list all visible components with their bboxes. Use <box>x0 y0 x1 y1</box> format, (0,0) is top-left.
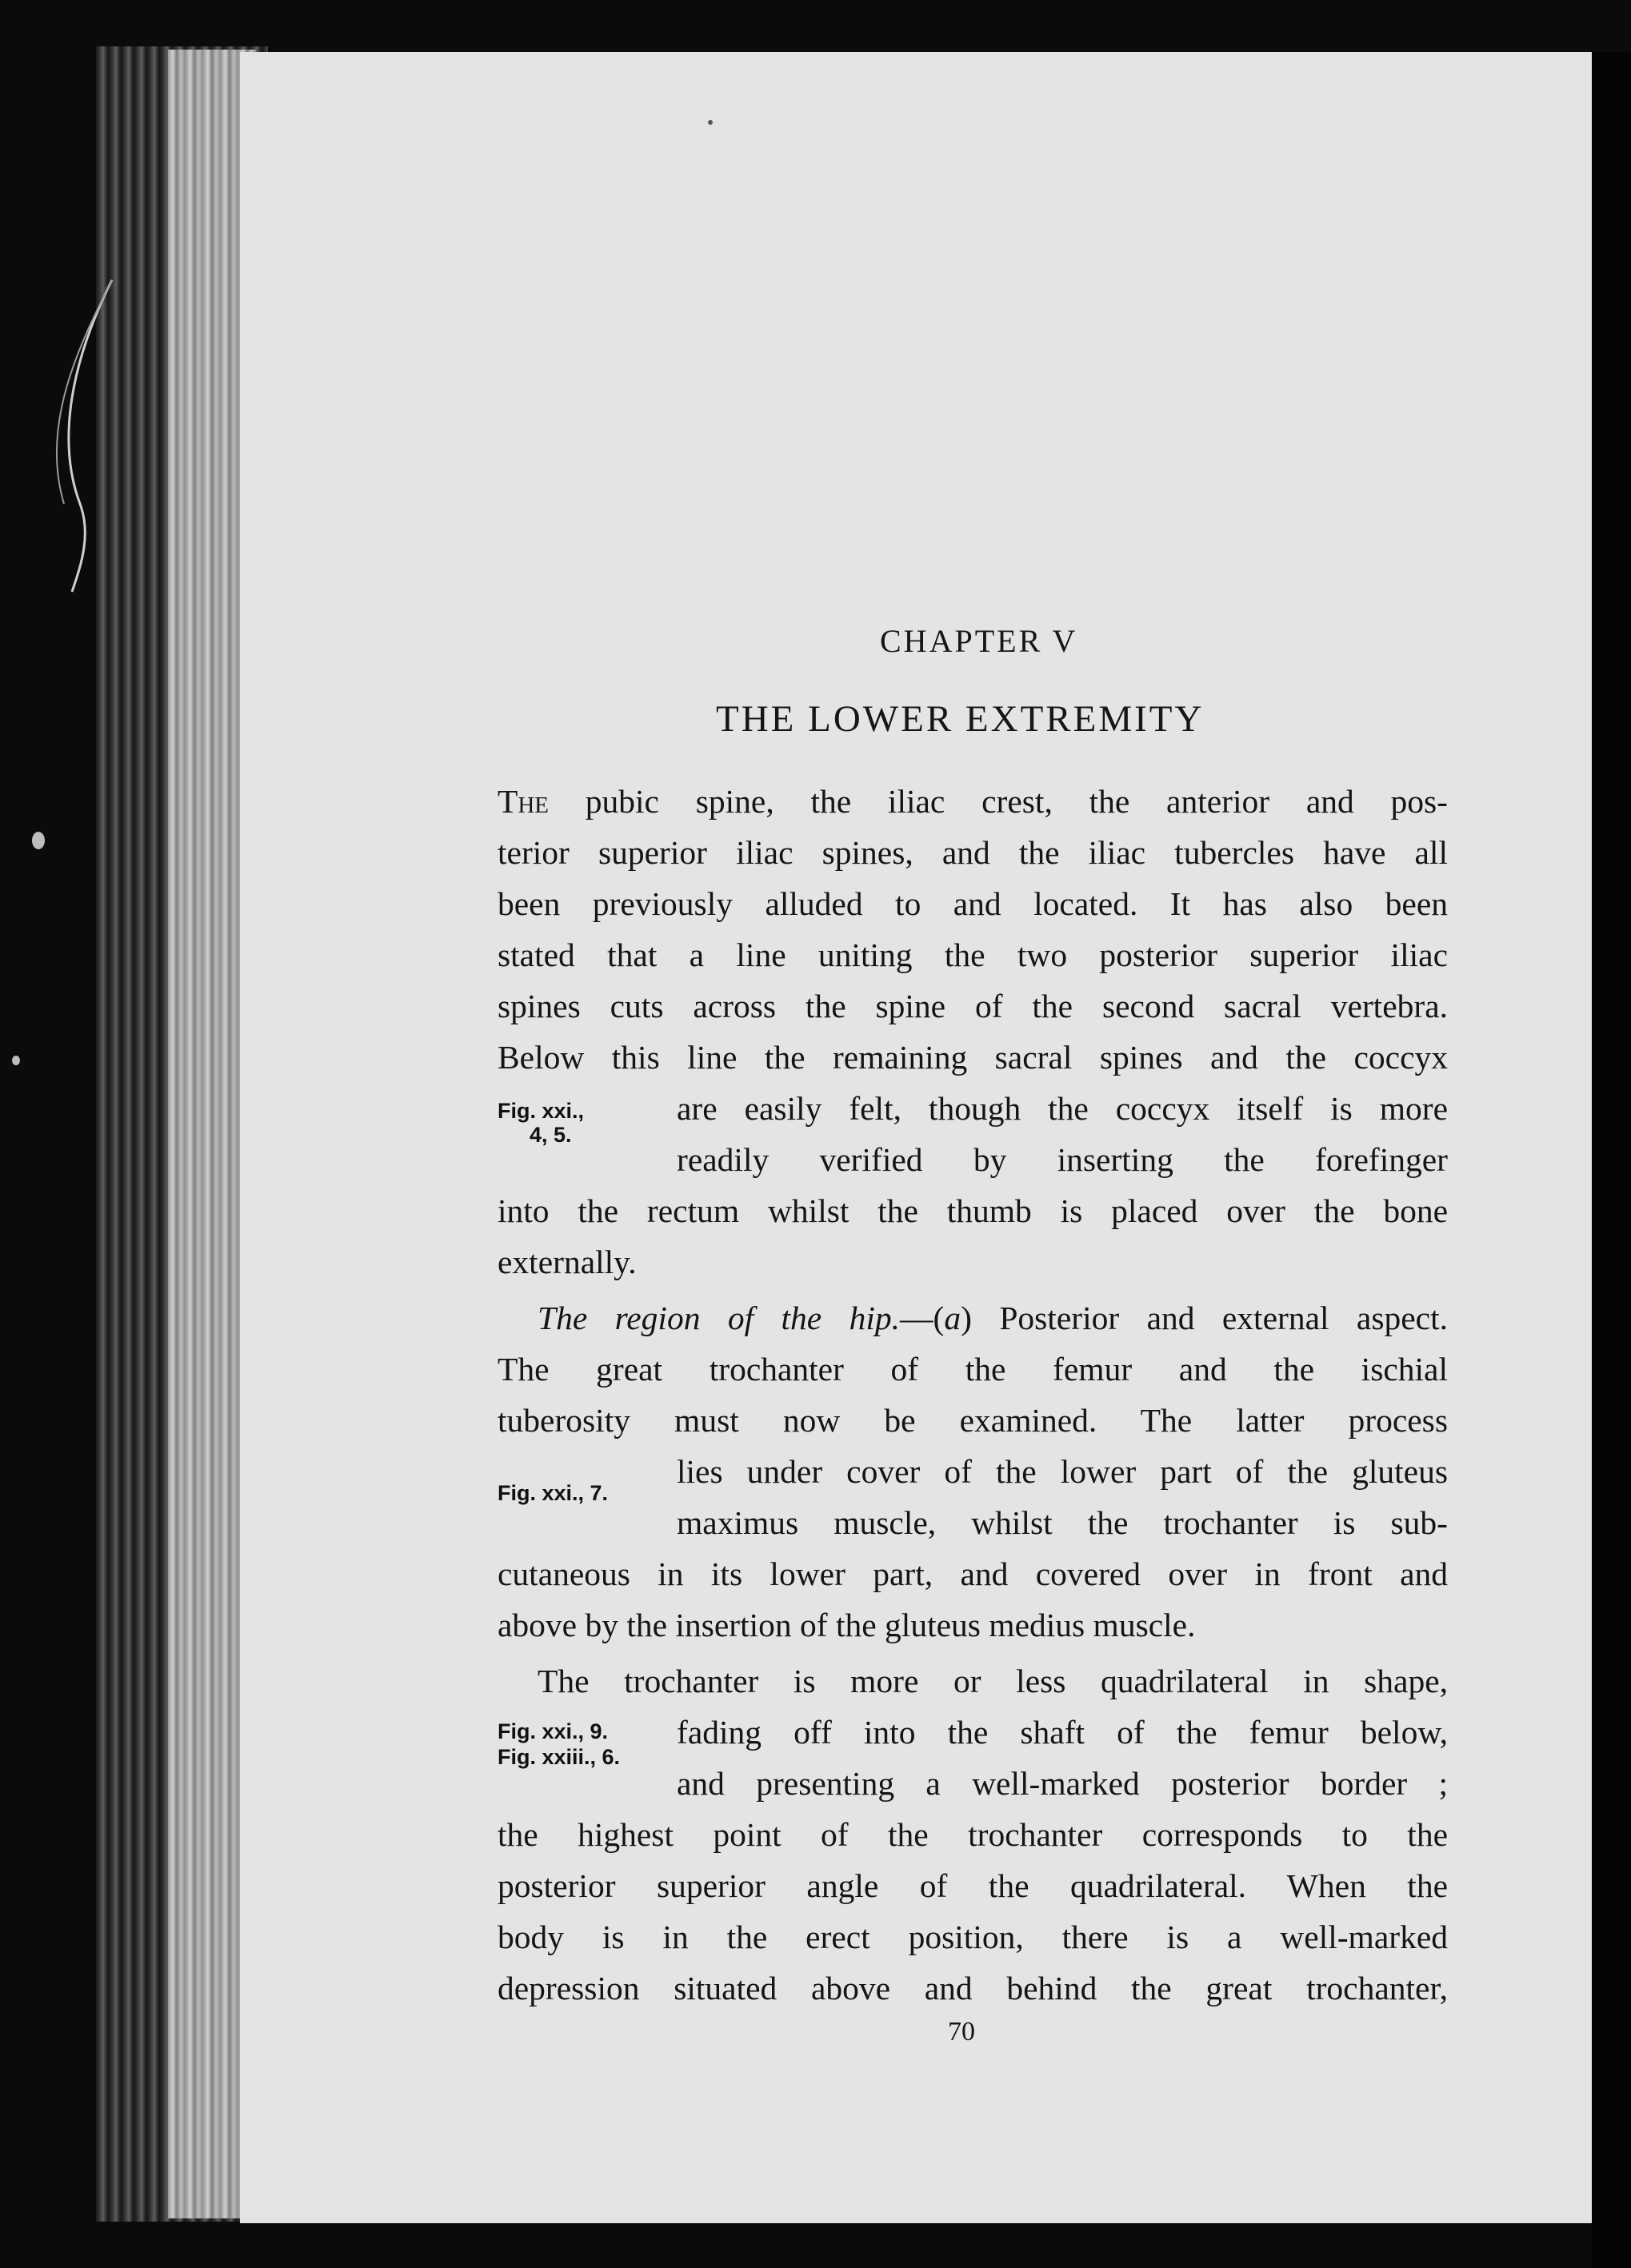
body-line: into the rectum whilst the thumb is placed over the bone <box>498 1192 1448 1229</box>
body-line: are easily felt, though the coccyx itself is more <box>677 1090 1448 1127</box>
dust-speck <box>32 832 45 849</box>
section-heading: The region of the hip. <box>538 1300 901 1336</box>
margin-note: Fig. xxi., 9. <box>498 1719 609 1743</box>
page-number: 70 <box>948 2017 975 2046</box>
body-line: body is in the erect position, there is a well-marked <box>498 1919 1448 1955</box>
body-line-text: pubic spine, the iliac crest, the anterior and pos- <box>549 783 1448 820</box>
body-line-text: ) Posterior and external aspect. <box>961 1300 1448 1336</box>
body-line: lies under cover of the lower part of the gluteus <box>677 1453 1448 1490</box>
body-line: terior superior iliac spines, and the iliac tubercles have all <box>498 834 1448 871</box>
body-line: posterior superior angle of the quadrilateral. When the <box>498 1867 1448 1904</box>
body-line <box>498 777 1448 825</box>
dust-speck <box>708 120 713 125</box>
chapter-title: THE LOWER EXTREMITY <box>716 698 1205 740</box>
chapter-label: CHAPTER V <box>880 623 1078 659</box>
body-line: been previously alluded to and located. It has also been <box>498 885 1448 922</box>
body-line: depression situated above and behind the great trochanter, <box>498 1970 1448 2006</box>
bookmark-string-icon <box>24 264 120 600</box>
body-line: externally. <box>498 1244 637 1280</box>
body-line: above by the insertion of the gluteus medius muscle. <box>498 1607 1196 1643</box>
body-line: the highest point of the trochanter corresponds to the <box>498 1816 1448 1853</box>
body-line: spines cuts across the spine of the second sacral vertebra. <box>498 988 1448 1024</box>
body-line: Below this line the remaining sacral spines and the coccyx <box>498 1039 1448 1076</box>
dust-speck <box>12 1056 20 1065</box>
body-line <box>538 1294 1448 1342</box>
margin-note: 4, 5. <box>530 1123 572 1147</box>
body-line: and presenting a well-marked posterior border ; <box>677 1765 1448 1802</box>
body-line: tuberosity must now be examined. The latter process <box>498 1402 1448 1439</box>
body-line-text: a <box>944 1300 961 1336</box>
margin-note: Fig. xxi., <box>498 1099 585 1123</box>
body-line-text: —( <box>900 1300 945 1336</box>
body-line: maximus muscle, whilst the trochanter is sub- <box>677 1504 1448 1541</box>
body-line: cutaneous in its lower part, and covered over in front and <box>498 1555 1448 1592</box>
page-shadow <box>1592 52 1631 2268</box>
body-line: stated that a line uniting the two posterior superior iliac <box>498 936 1448 973</box>
margin-note: Fig. xxiii., 6. <box>498 1745 621 1769</box>
body-line: readily verified by inserting the forefinger <box>677 1141 1448 1178</box>
body-line: The trochanter is more or less quadrilateral in shape, <box>538 1663 1448 1699</box>
dropcap-word: The <box>498 783 550 820</box>
body-line: The great trochanter of the femur and the ischial <box>498 1351 1448 1388</box>
margin-note: Fig. xxi., 7. <box>498 1481 609 1505</box>
body-line: fading off into the shaft of the femur below, <box>677 1714 1448 1751</box>
